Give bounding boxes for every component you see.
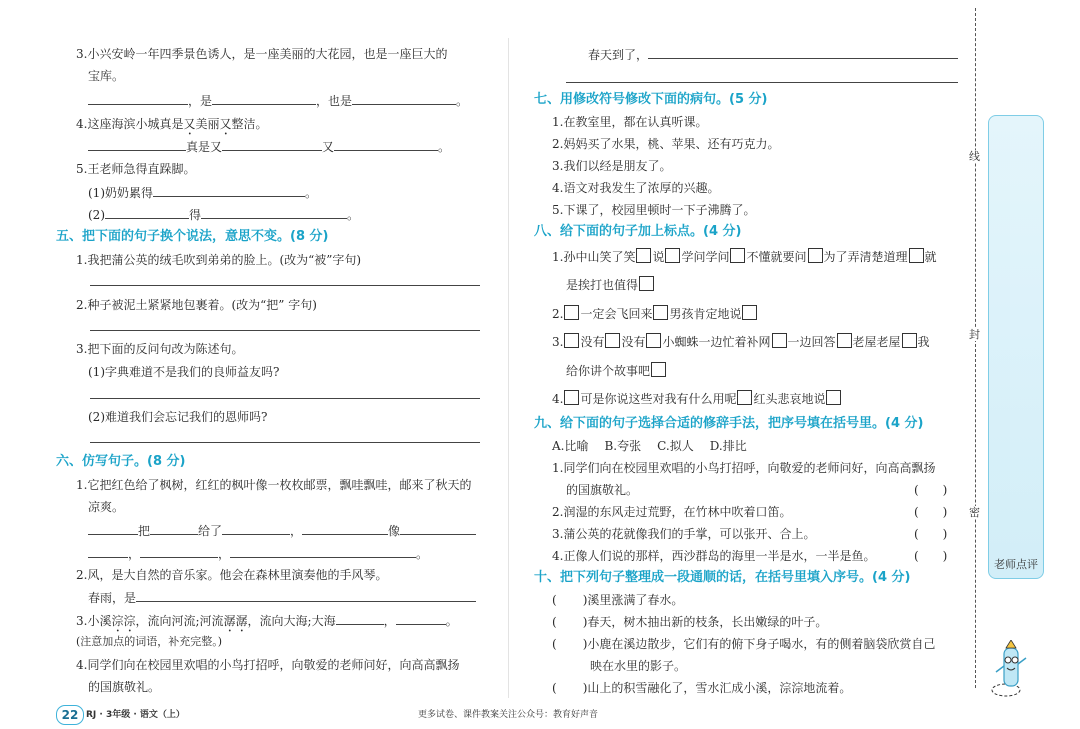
section-6-title: 六、仿写句子。(8 分): [56, 454, 186, 469]
section-5-title: 五、把下面的句子换个说法，意思不变。(8 分): [56, 229, 329, 244]
s8-q1-line2[interactable]: 是挨打也值得: [566, 276, 655, 293]
s7-item-5: 5.下课了，校园里顿时一下子沸腾了。: [552, 203, 756, 217]
teacher-comment-panel[interactable]: [988, 115, 1044, 579]
s6-q2-answer-row[interactable]: 春雨，是: [88, 589, 476, 606]
punct-box[interactable]: [742, 305, 757, 320]
cut-char-1: 线: [969, 150, 980, 163]
s9-q1-line1: 1.同学们向在校园里欢唱的小鸟打招呼，向敬爱的老师问好，向高高飘扬: [552, 461, 936, 475]
q3-line1: 3.小兴安岭一年四季景色诱人，是一座美丽的大花园，也是一座巨大的: [76, 47, 448, 61]
q5-1-row[interactable]: (1)奶奶累得 。: [88, 186, 318, 200]
s9-q2: 2.润湿的东风走过荒野，在竹林中吹着口笛。: [552, 505, 792, 519]
s8-q1[interactable]: 1.孙中山笑了笑 说 学问学问 不懂就要问 为了弄清楚道理 就: [552, 250, 937, 264]
q5-2-row[interactable]: (2) 得 。: [88, 208, 360, 222]
s5-q3-2-answer-line[interactable]: [90, 442, 480, 443]
punct-box[interactable]: [665, 248, 680, 263]
s5-q2-answer-line[interactable]: [90, 330, 480, 331]
s6-q4-line1: 4.同学们向在校园里欢唱的小鸟打招呼，向敬爱的老师问好，向高高飘扬: [76, 658, 460, 672]
s10-item-2[interactable]: ( )春天，树木抽出新的枝条，长出嫩绿的叶子。: [552, 615, 828, 629]
teacher-comment-label: 老师点评: [994, 558, 1038, 571]
s5-q3-1: (1)字典难道不是我们的良师益友吗?: [88, 365, 280, 379]
section-10-title: 十、把下列句子整理成一段通顺的话，在括号里填入序号。(4 分): [534, 570, 911, 585]
punct-box[interactable]: [564, 333, 579, 348]
punct-box[interactable]: [651, 362, 666, 377]
s8-q2[interactable]: 2. 一定会飞回来 男孩肯定地说: [552, 305, 758, 322]
s5-q1: 1.我把蒲公英的绒毛吹到弟弟的脸上。(改为“被”字句): [76, 253, 362, 267]
s9-q1-line2: 的国旗敬礼。: [566, 483, 639, 497]
s6-q4-line2: 的国旗敬礼。: [88, 680, 161, 694]
footer-note: 更多试卷、课件教案关注公众号：教育好声音: [418, 710, 599, 720]
punct-box[interactable]: [808, 248, 823, 263]
punct-box[interactable]: [646, 333, 661, 348]
s5-q3: 3.把下面的反问句改为陈述句。: [76, 342, 244, 356]
s5-q2: 2.种子被泥土紧紧地包裹着。(改为“把” 字句): [76, 298, 317, 312]
page-number: 22: [56, 705, 84, 725]
s6-q2: 2.风，是大自然的音乐家。他会在森林里演奏他的手风琴。: [76, 568, 388, 582]
punct-box[interactable]: [653, 305, 668, 320]
column-divider: [508, 38, 509, 698]
s6-q3[interactable]: 3.小溪淙淙，流向河流;河流潺潺，流向大海;大海 ， 。: [76, 614, 458, 628]
section-7-title: 七、用修改符号修改下面的病句。(5 分): [534, 92, 768, 107]
s5-q1-answer-line[interactable]: [90, 285, 480, 286]
s9-q3-answer[interactable]: ( ): [914, 527, 948, 541]
punct-box[interactable]: [737, 390, 752, 405]
s9-q3: 3.蒲公英的花就像我们的手掌，可以张开、合上。: [552, 527, 816, 541]
s7-item-2: 2.妈妈买了水果，桃、苹果、还有巧克力。: [552, 137, 780, 151]
s5-q3-2: (2)难道我们会忘记我们的恩师吗?: [88, 410, 268, 424]
punct-box[interactable]: [909, 248, 924, 263]
s8-q3-line2[interactable]: 给你讲个故事吧: [566, 362, 667, 379]
s6-q1-answer-row2[interactable]: ， ， 。: [88, 545, 428, 562]
q4-answer-row[interactable]: 真是又 又 。: [88, 138, 450, 155]
s7-item-1: 1.在教室里，都在认真听课。: [552, 115, 708, 129]
s6-q3-note: (注意加点的词语，补充完整。): [76, 635, 223, 648]
cut-char-2: 封: [969, 328, 980, 341]
s9-q2-answer[interactable]: ( ): [914, 505, 948, 519]
s10-item-1[interactable]: ( )溪里涨满了春水。: [552, 593, 684, 607]
s9-q4-answer[interactable]: ( ): [914, 549, 948, 563]
punct-box[interactable]: [837, 333, 852, 348]
top-answer-row[interactable]: 春天到了，: [588, 46, 958, 63]
punct-box[interactable]: [730, 248, 745, 263]
q4-line: 4.这座海滨小城真是又美丽又整洁。: [76, 117, 268, 131]
s8-q4[interactable]: 4. 可是你说这些对我有什么用呢 红头悲哀地说: [552, 390, 842, 407]
s9-options: A.比喻 B.夸张 C.拟人 D.排比: [552, 439, 747, 453]
punct-box[interactable]: [826, 390, 841, 405]
section-8-title: 八、给下面的句子加上标点。(4 分): [534, 224, 742, 239]
cut-char-3: 密: [969, 506, 980, 519]
s7-item-4: 4.语文对我发生了浓厚的兴趣。: [552, 181, 720, 195]
punct-box[interactable]: [605, 333, 620, 348]
punct-box[interactable]: [902, 333, 917, 348]
s6-q1-answer-row1[interactable]: 把 给了 ， 像: [88, 522, 476, 539]
top-answer-line2[interactable]: [566, 82, 958, 83]
s9-q1-answer[interactable]: ( ): [914, 483, 948, 497]
s6-q1-line1: 1.它把红色给了枫树，红红的枫叶像一枚枚邮票，飘哇飘哇，邮来了秋天的: [76, 478, 472, 492]
s10-item-4[interactable]: ( )山上的积雪融化了，雪水汇成小溪，淙淙地流着。: [552, 681, 852, 695]
punct-box[interactable]: [564, 305, 579, 320]
punct-box[interactable]: [772, 333, 787, 348]
punct-box[interactable]: [639, 276, 654, 291]
cut-line: [975, 8, 976, 688]
s5-q3-1-answer-line[interactable]: [90, 398, 480, 399]
q3-line2: 宝库。: [88, 69, 125, 83]
s10-item-3-line2: 映在水里的影子。: [590, 659, 687, 673]
punct-box[interactable]: [636, 248, 651, 263]
q3-answer-row[interactable]: ，是 ，也是 。: [88, 92, 468, 109]
s6-q1-line2: 凉爽。: [88, 500, 125, 514]
punct-box[interactable]: [564, 390, 579, 405]
pencil-mascot-icon: [984, 640, 1034, 700]
s10-item-3[interactable]: ( )小鹿在溪边散步，它们有的俯下身子喝水，有的侧着脑袋欣赏自己: [552, 637, 936, 651]
s8-q3[interactable]: 3. 没有 没有 小蜘蛛一边忙着补网 一边回答 老屋老屋 我: [552, 335, 930, 349]
s9-q4: 4.正像人们说的那样，西沙群岛的海里一半是水，一半是鱼。: [552, 549, 876, 563]
grade-label: RJ · 3年级 · 语文（上）: [86, 710, 185, 720]
section-9-title: 九、给下面的句子选择合适的修辞手法，把序号填在括号里。(4 分): [534, 416, 924, 431]
q5-line: 5.王老师急得直跺脚。: [76, 162, 196, 176]
s7-item-3: 3.我们以经是朋友了。: [552, 159, 672, 173]
